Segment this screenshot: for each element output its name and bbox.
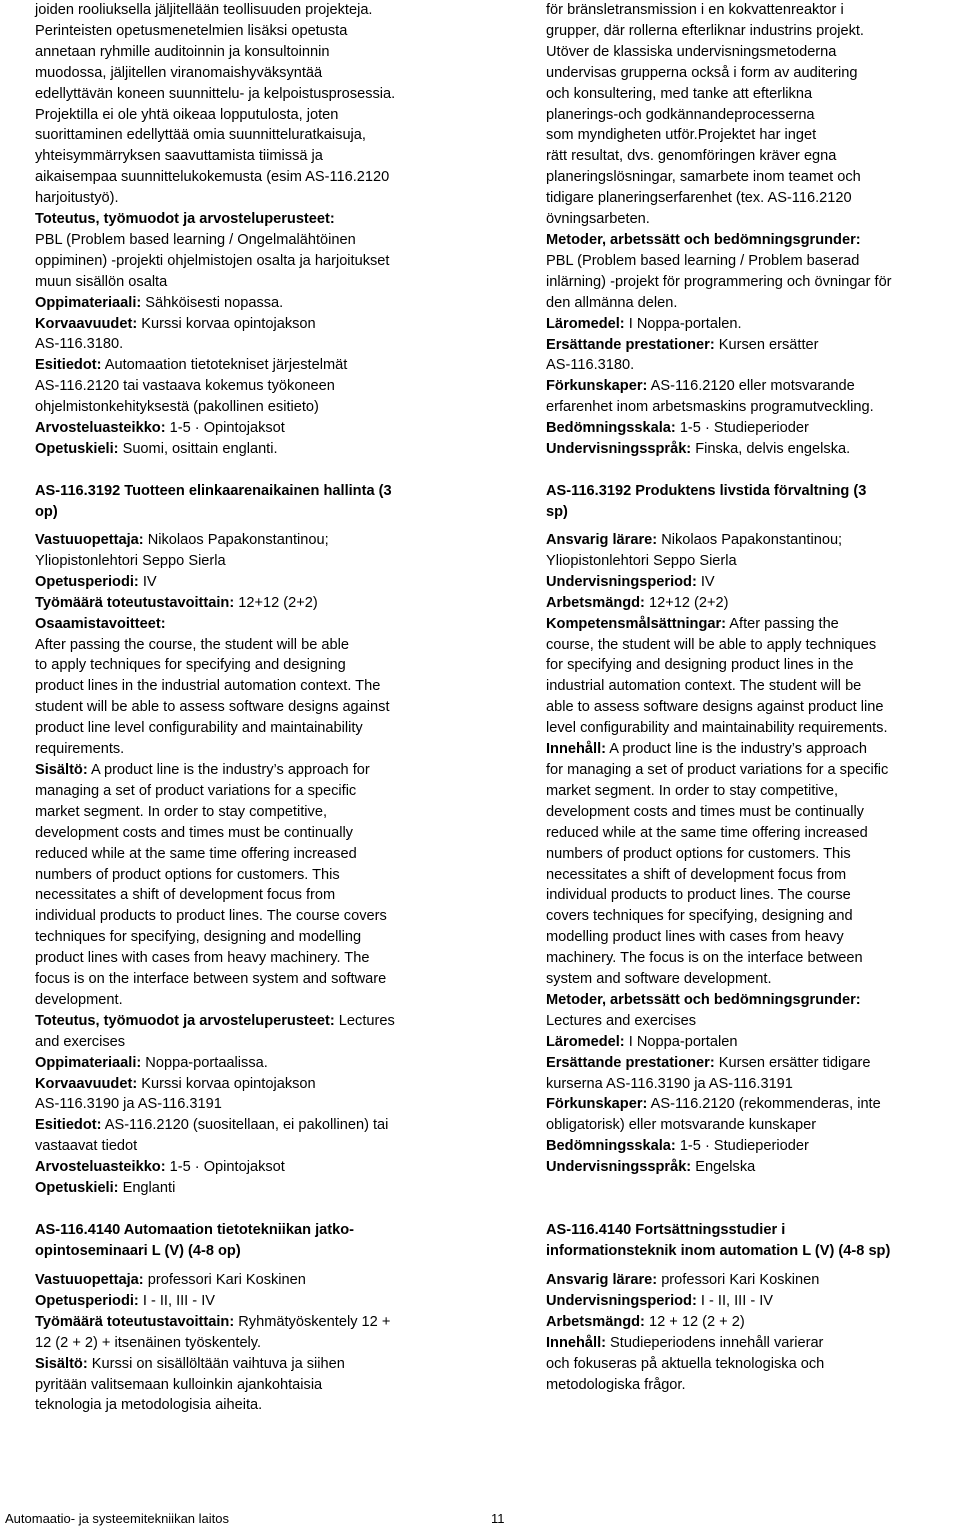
text-line [546,844,960,865]
field-value: 12 (2 + 2) + itsenäinen työskentely. [35,1334,262,1351]
text-line: yhteisymmärryksen saavuttamista tiimissä ja [35,148,323,165]
text-line [546,1136,960,1157]
field-value: 1-5 · Opintojaksot [165,1159,285,1176]
text-line [546,1074,960,1095]
text-line: och konsultering, med tanke att efterlikna [546,85,813,102]
field-value: Automaation tietotekniset järjestelmät [101,357,348,374]
text-line [35,1115,463,1136]
field-value: professori Kari Koskinen [143,1272,306,1288]
text-line [546,635,960,656]
field-value: 12+12 (2+2) [644,594,729,611]
left-course-2-body [35,530,463,1199]
field-label: Undervisningsspråk: [546,441,692,458]
field-continuation: AS-116.2120 tai vastaava kokemus työkoneen [35,378,335,395]
field-value: IV [138,573,157,590]
field-value: managing a set of product variations for a specific [35,782,357,799]
field-value: numbers of product options for customers. This [546,845,851,862]
field-value: necessitates a shift of development focus from [35,887,336,904]
text-line: annetaan ryhmille auditoinnin ja konsultoinnin [35,43,330,60]
text-line [35,718,463,739]
field-value: Nikolaos Papakonstantinou; [143,532,329,548]
left-course-3-body [35,1270,463,1416]
field-value: product lines in the industrial automation context. The [35,678,381,695]
field-value: course, the student will be able to apply techniques [546,636,877,653]
field-label: Arbetsmängd: [546,594,645,611]
field-value: Noppa-portaalissa. [141,1054,268,1071]
field-value: professori Kari Koskinen [657,1272,820,1288]
text-line [546,906,960,927]
text-line [546,1157,960,1178]
text-line [35,1074,463,1095]
right-course-2-title [546,481,960,523]
course-title-line: op) [35,503,58,520]
field-line [546,335,960,356]
field-value: 1-5 · Studieperioder [675,420,809,437]
field-value: Sähköisesti nopassa. [141,294,284,311]
text-line [35,697,463,718]
text-line [546,1375,960,1396]
field-line [546,439,960,460]
text-line [35,1354,463,1375]
field-label: Toteutus, työmuodot ja arvosteluperusteet: [35,1012,335,1029]
field-value: industrial automation context. The student will be [546,678,862,695]
course-title-line: AS-116.4140 Automaation tietotekniikan jatko- [35,1222,354,1238]
field-value: requirements. [35,741,125,758]
field-value: Kurssi korvaa opintojakson [137,315,316,332]
field-value: techniques for specifying, designing and modelling [35,929,362,946]
page-number: 11 [491,1511,505,1526]
right-course-3-body [546,1270,960,1395]
field-value: machinery. The focus is on the interface between [546,950,863,967]
field-label: Förkunskaper: [546,378,648,395]
field-value: obligatorisk) eller motsvarande kunskaper [546,1117,817,1134]
text-line [35,885,463,906]
field-value: Kurssi on sisällöltään vaihtuva ja siihen [87,1355,345,1372]
field-label: Ersättande prestationer: [546,336,715,353]
field-value: AS-116.3190 ja AS-116.3191 [35,1096,222,1113]
field-value: reduced while at the same time offering increased [35,845,357,862]
field-value: market segment. In order to stay competitive, [35,803,327,820]
text-line [35,551,463,572]
text-line [35,990,463,1011]
text-line [35,530,463,551]
field-continuation: AS-116.3180. [35,336,124,353]
field-label: Opetusperiodi: [35,1292,139,1309]
text-line [35,1011,463,1032]
text-line [35,1136,463,1157]
text-line [35,1094,463,1115]
field-value: 1-5 · Studieperioder [675,1138,809,1155]
text-line [546,1094,960,1115]
field-value: Kurssi korvaa opintojakson [137,1075,316,1092]
field-value: vastaavat tiedot [35,1138,138,1155]
text-line: planerings-och godkännandeprocesserna [546,106,815,123]
field-label: Innehåll: [546,1334,606,1351]
field-value: necessitates a shift of development focus from [546,866,847,883]
text-line [546,593,960,614]
field-label: Undervisningsperiod: [546,573,697,590]
field-value: 12 + 12 (2 + 2) [644,1313,745,1330]
course-title-line: AS-116.3192 Produktens livstida förvaltning (3 [546,483,867,499]
text-line [35,865,463,886]
field-value: market segment. In order to stay competitive, [546,782,838,799]
field-value: individual products to product lines. The course covers [35,908,387,925]
field-continuation: PBL (Problem based learning / Problem baserad [546,252,860,269]
field-value: modelling product lines with cases from heavy [546,929,844,946]
text-line [546,781,960,802]
field-label: Opetuskieli: [35,440,119,457]
field-label: Korvaavuudet: [35,315,138,332]
field-line [546,376,960,397]
text-line: Utöver de klassiska undervisningsmetoderna [546,43,837,60]
field-value: AS-116.2120 (rekommenderas, inte [647,1096,881,1113]
left-first-fields [35,209,463,460]
text-line [35,1312,463,1333]
text-line: planeringslösningar, samarbete inom teamet och [546,169,861,186]
field-value: Kursen ersätter tidigare [714,1054,871,1071]
text-line [546,530,960,551]
field-label: Läromedel: [546,315,625,332]
right-first-fields [546,230,960,460]
field-label: Toteutus, työmuodot ja arvosteluperusteet: [35,211,335,227]
field-continuation: oppiminen) -projekti ohjelmistojen osalta ja harjoitukset [35,252,390,269]
text-line [35,1178,463,1199]
field-continuation: muun sisällön osalta [35,273,168,290]
field-label: Förkunskaper: [546,1096,648,1113]
field-label: Työmäärä toteutustavoittain: [35,594,235,611]
field-continuation: ohjelmistonkehityksestä (pakollinen esitieto) [35,399,319,416]
field-label: Bedömningsskala: [546,420,676,437]
text-line [35,781,463,802]
text-line: rätt resultat, dvs. genomföringen kräver egna [546,148,837,165]
field-label: Sisältö: [35,1355,88,1372]
text-line [546,1032,960,1053]
text-line [35,1291,463,1312]
text-line: joiden rooliuksella jäljitellään teollisuuden projekteja. [35,2,373,18]
text-line [35,948,463,969]
field-value: och fokuseras på aktuella teknologiska och [546,1355,825,1372]
field-value: Nikolaos Papakonstantinou; [657,532,843,548]
field-label: Metoder, arbetssätt och bedömningsgrunder: [546,232,861,248]
field-value: able to assess software designs against product line [546,699,884,716]
text-line [546,1291,960,1312]
field-value: development costs and times must be continually [546,803,864,820]
field-value: 12+12 (2+2) [234,594,318,611]
field-value: individual products to product lines. The course [546,887,851,904]
text-line [35,635,463,656]
field-value: teknologia ja metodologisia aiheita. [35,1397,263,1414]
field-label: Oppimateriaali: [35,1054,142,1071]
field-label: Läromedel: [546,1033,625,1050]
field-value: Ryhmätyöskentely 12 + [234,1313,391,1330]
text-line [546,551,960,572]
text-line [546,885,960,906]
field-value: reduced while at the same time offering increased [546,824,868,841]
field-value: Engelska [691,1159,756,1176]
text-line [546,1333,960,1354]
field-label: Arbetsmängd: [546,1313,645,1330]
field-label: Arvosteluasteikko: [35,1159,166,1176]
text-line: Projektilla ei ole yhtä oikeaa lopputulosta, joten [35,106,339,123]
course-title-line: opintoseminaari L (V) (4-8 op) [35,1242,241,1259]
text-line: suorittaminen edellyttää omia suunnitteluratkaisuja, [35,127,366,144]
field-value: Studieperiodens innehåll varierar [606,1334,824,1351]
text-line [546,718,960,739]
text-line [35,739,463,760]
text-line [35,1157,463,1178]
text-line: harjoitustyö). [35,190,119,207]
text-line: som myndigheten utför.Projektet har inget [546,127,817,144]
text-line [35,572,463,593]
field-value: AS-116.2120 (suositellaan, ei pakollinen) tai [101,1117,389,1134]
field-value: system and software development. [546,971,772,988]
text-line [546,1115,960,1136]
footer-department: Automaatio- ja systeemitekniikan laitos [5,1511,229,1526]
field-value: focus is on the interface between system and software [35,971,387,988]
field-line [546,418,960,439]
text-line [35,1270,463,1291]
text-line [35,823,463,844]
field-value: development costs and times must be continually [35,824,353,841]
text-line [35,802,463,823]
field-continuation: inlärning) -projekt för programmering och övningar för [546,273,892,290]
field-value: Kursen ersätter [714,336,819,353]
field-value: Englanti [118,1180,176,1197]
text-line [35,1375,463,1396]
text-line [546,802,960,823]
field-value: Yliopistonlehtori Seppo Sierla [546,552,737,569]
text-line [35,969,463,990]
text-line: muodossa, jäljitellen viranomaishyväksyntää [35,64,323,81]
field-label: Korvaavuudet: [35,1075,138,1092]
field-line [35,418,463,439]
field-label: Sisältö: [35,761,88,778]
text-line [35,614,463,635]
field-line [35,314,463,335]
course-title-line: AS-116.4140 Fortsättningsstudier i [546,1222,786,1238]
field-value: covers techniques for specifying, designing and [546,908,853,925]
field-continuation: den allmänna delen. [546,294,678,311]
field-value: A product line is the industry’s approach [606,741,867,758]
text-line: undervisas grupperna också i form av auditering [546,64,858,81]
field-label: Bedömningsskala: [546,1138,676,1155]
text-line [35,1333,463,1354]
text-line [35,676,463,697]
field-value: product line level configurability and maintainability [35,720,363,737]
field-label: Osaamistavoitteet: [35,615,166,632]
field-value: Suomi, osittain englanti. [118,440,278,457]
field-value: After passing the [726,615,839,632]
field-value: IV [696,573,715,590]
field-label: Esitiedot: [35,357,102,374]
text-line [546,1011,960,1032]
text-line [546,572,960,593]
text-line [35,1395,463,1416]
field-value: for specifying and designing product lines in the [546,657,854,674]
field-label: Innehåll: [546,741,606,758]
text-line [35,655,463,676]
course-title-line: AS-116.3192 Tuotteen elinkaarenaikainen hallinta (3 [35,483,392,499]
course-title-line: informationsteknik inom automation L (V) (4-8 sp) [546,1242,891,1259]
field-label: Undervisningsperiod: [546,1292,697,1309]
field-value: student will be able to assess software designs against [35,699,390,716]
field-label: Vastuuopettaja: [35,532,144,548]
field-continuation: AS-116.3180. [546,357,635,374]
field-label: Opetusperiodi: [35,573,139,590]
text-line: Perinteisten opetusmenetelmien lisäksi opetusta [35,22,348,39]
text-line [546,614,960,635]
text-line: aikaisempaa suunnittelukokemusta (esim AS-116.2120 [35,169,390,186]
text-line [546,865,960,886]
left-intro [35,0,463,209]
left-course-2-title [35,481,463,523]
field-value: product lines with cases from heavy machinery. The [35,950,370,967]
text-line [35,593,463,614]
field-value: pyritään valitsemaan kulloinkin ajankohtaisia [35,1376,323,1393]
field-line [35,439,463,460]
field-label: Työmäärä toteutustavoittain: [35,1313,235,1330]
text-line [546,1053,960,1074]
text-line [546,823,960,844]
field-value: I - II, III - IV [138,1292,215,1309]
field-line [546,314,960,335]
text-line: edellyttävän koneen suunnittelu- ja kelpoistusprosessia. [35,85,396,102]
field-value: Lectures [334,1012,395,1029]
field-value: After passing the course, the student will be able [35,636,349,653]
field-label: Opetuskieli: [35,1180,119,1197]
field-line [35,355,463,376]
field-value: Yliopistonlehtori Seppo Sierla [35,552,226,569]
field-value: for managing a set of product variations for a specific [546,761,889,778]
field-line [546,230,960,251]
text-line [35,1053,463,1074]
field-label: Ansvarig lärare: [546,532,658,548]
text-line [546,1270,960,1291]
field-value: and exercises [35,1033,126,1050]
course-title-line: sp) [546,503,568,520]
right-course-3-title [546,1220,960,1262]
field-label: Esitiedot: [35,1117,102,1134]
field-continuation: PBL (Problem based learning / Ongelmalähtöinen [35,231,356,248]
left-course-3-title [35,1220,463,1262]
text-line [546,655,960,676]
field-value: to apply techniques for specifying and designing [35,657,346,674]
field-label: Vastuuopettaja: [35,1272,144,1288]
field-value: numbers of product options for customers. This [35,866,340,883]
field-continuation: erfarenhet inom arbetsmaskins programutveckling. [546,399,874,416]
field-label: Undervisningsspråk: [546,1159,692,1176]
text-line [546,1312,960,1333]
text-line [35,927,463,948]
field-value: development. [35,991,123,1008]
text-line: övningsarbeten. [546,211,650,228]
field-value: I Noppa-portalen. [624,315,742,332]
field-label: Ansvarig lärare: [546,1272,658,1288]
right-course-2-body [546,530,960,1178]
field-value: Finska, delvis engelska. [691,441,851,458]
right-intro [546,0,960,230]
field-value: level configurability and maintainability requirements. [546,720,888,737]
field-value: metodologiska frågor. [546,1376,686,1393]
text-line [546,739,960,760]
text-line [546,760,960,781]
field-value: A product line is the industry’s approach for [87,761,370,778]
field-label: Kompetensmålsättningar: [546,615,727,632]
field-label: Metoder, arbetssätt och bedömningsgrunder: [546,991,861,1008]
text-line [546,927,960,948]
text-line [546,969,960,990]
field-value: AS-116.2120 eller motsvarande [647,378,855,395]
text-line [546,1354,960,1375]
text-line [35,760,463,781]
text-line [35,844,463,865]
field-value: I - II, III - IV [696,1292,774,1309]
field-value: Lectures and exercises [546,1012,697,1029]
field-label: Ersättande prestationer: [546,1054,715,1071]
text-line [35,906,463,927]
field-line [35,293,463,314]
text-line [546,948,960,969]
field-value: kurserna AS-116.3190 ja AS-116.3191 [546,1075,793,1092]
text-line [546,676,960,697]
field-label: Oppimateriaali: [35,294,142,311]
text-line: tidigare planeringserfarenhet (tex. AS-116.2120 [546,190,852,207]
text-line [35,1032,463,1053]
field-value: 1-5 · Opintojaksot [165,420,285,437]
text-line: för bränsletransmission i en kokvattenreaktor i [546,2,844,18]
text-line: grupper, där rollerna efterliknar industrins projekt. [546,22,864,39]
field-line [35,209,463,230]
text-line [546,990,960,1011]
field-value: I Noppa-portalen [624,1033,738,1050]
field-label: Arvosteluasteikko: [35,420,166,437]
text-line [546,697,960,718]
